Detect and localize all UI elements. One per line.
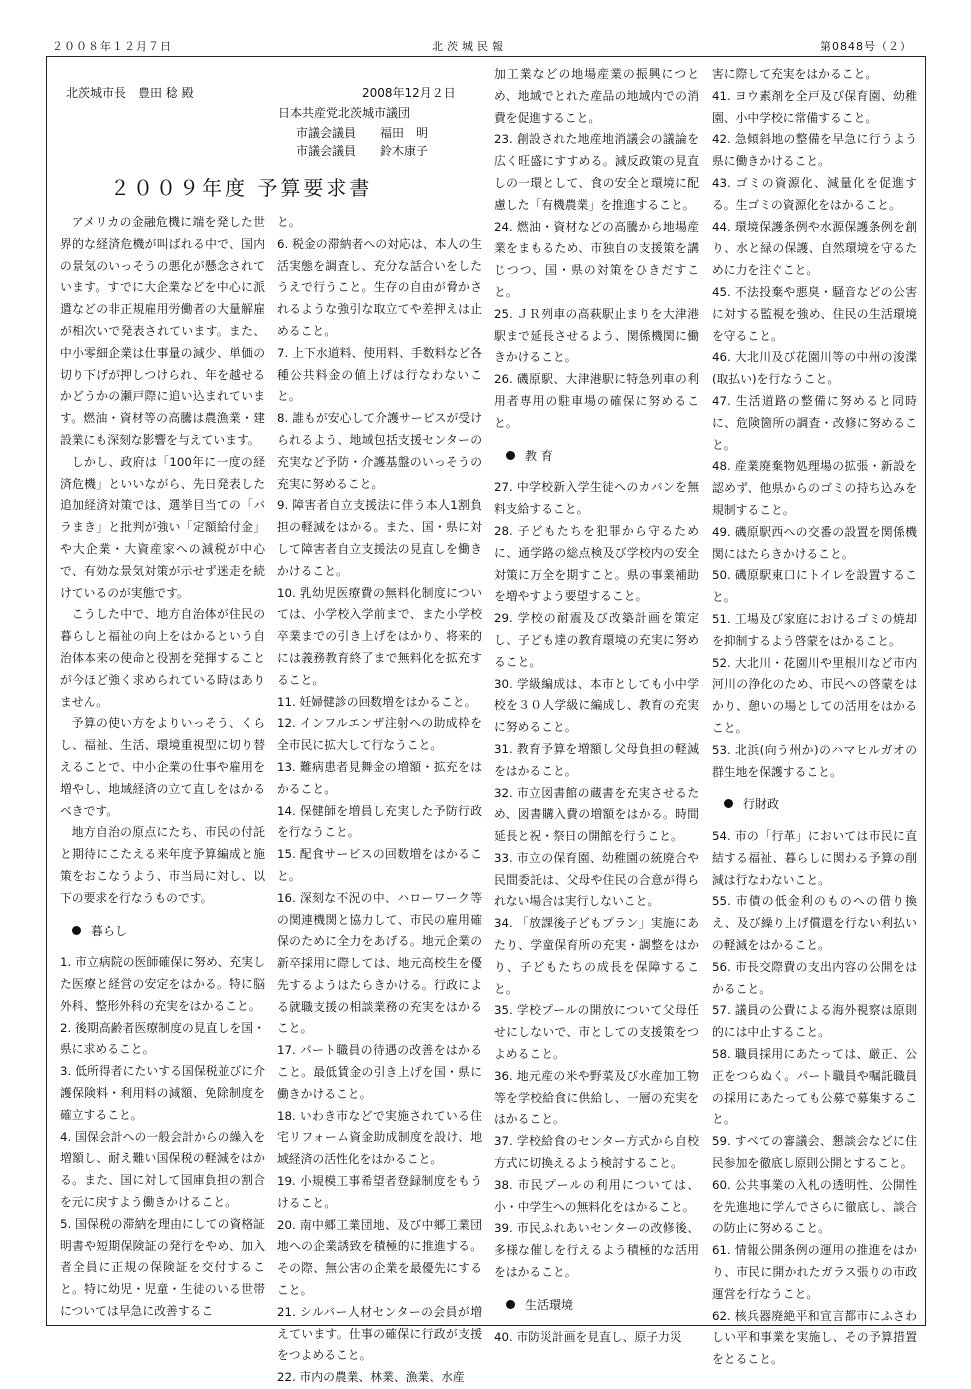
request-item: 44. 環境保護条例や水源保護条例を創り、水と緑の保護、自然環境を守るために力を注ぐこと。	[712, 219, 917, 278]
request-item: 60. 公共事業の入札の透明性、公開性を先進地に学んでさらに徹底し、談合の防止に努めること。	[712, 1177, 917, 1236]
bullet-icon	[724, 799, 733, 808]
request-item: 54. 市の「行革」においては市民に直結する福祉、暮らしに関わる予算の削減は行なわないこと。	[712, 829, 917, 887]
request-item: 31. 教育予算を増額し父母負担の軽減をはかること。	[494, 741, 699, 778]
request-item: 26. 磯原駅、大津港駅に特急列車の利用者専用の駐車場の確保に努めること。	[494, 372, 699, 430]
request-item: 21. シルバー人材センターの会員が増えています。仕事の確保に行政が支援をつよめること。	[277, 1304, 482, 1363]
intro-paragraph: しかし、政府は「100年に一度の経済危機」といいながら、先日発表した追加経済対策では、選挙目当ての「バラまき」と批判が強い「定額給付金」や大企業・大資産家への減税が中心で、有効な景気対策が示せず迷走を続けているのが実態です。	[60, 454, 265, 600]
request-item: と。	[277, 215, 301, 229]
request-item: 8. 誰もが安心して介護サービスが受けられるよう、地域包括支援センターの充実など予防・介護基盤のいっそうの充実に努めること。	[277, 411, 482, 491]
request-item: 32. 市立図書館の蔵書を充実させるため、図書購入費の増額をはかる。時間延長と祝・祭日の開館を行うこと。	[494, 785, 699, 844]
request-item: 36. 地元産の米や野菜及び水産加工物等を学校給食に供給し、一層の充実をはかること。	[494, 1068, 699, 1127]
bullet-icon	[506, 451, 515, 460]
request-item: 20. 南中郷工業団地、及び中郷工業団地への企業誘致を積極的に推進する。その際、無公害の企業を最優先にすること。	[277, 1217, 482, 1298]
intro-paragraph: 予算の使い方をよりいっそう、くらし、福祉、生活、環境重視型に切り替えることで、中小企業の仕事や雇用を増やし、地域経済の立て直しをはかるべきです。	[60, 716, 265, 818]
item-list-col4a	[712, 64, 917, 783]
request-item: 12. インフルエンザ注射への助成枠を全市民に拡大して行なうこと。	[277, 716, 482, 753]
request-item: 58. 職員採用にあたっては、厳正、公正をつらぬく。パート職員や嘱託職員の採用にあたっても公募で募集すること。	[712, 1047, 917, 1127]
request-item: 46. 大北川及び花園川等の中州の浚渫(取払い)を行なうこと。	[712, 350, 917, 387]
bullet-icon	[506, 1300, 515, 1309]
request-item: 13. 難病患者見舞金の増額・拡充をはかること。	[277, 759, 482, 796]
request-item: 28. 子どもたちを犯罪から守るために、通学路の総点検及び学校内の安全対策に万全を期すこと。県の事業補助を増やすよう要望すること。	[494, 523, 699, 604]
header-issue: 第0848号（２）	[820, 40, 912, 53]
column-4	[712, 64, 917, 1371]
intro-paragraph: アメリカの金融危機に端を発した世界的な経済危機が叫ばれる中で、国内の景気のいっそうの悪化が懸念されています。すでに大企業などを中心に派遣などの非正規雇用労働者の大量解雇が相次いで発表されています。また、中小零細企業は仕事量の減少、単価の切り下げが押しつけられ、年を越せるかどうかの瀬戸際に追い込まれています。燃油・資材等の高騰は農漁業・建設業にも深刻な影響を与えています。	[60, 215, 265, 447]
request-item: 3. 低所得者にたいする国保税並びに介護保険料・利用料の減額、免除制度を確立すること。	[60, 1064, 265, 1122]
request-item: 55. 市債の低金利のものへの借り換え、及び繰り上げ償還を行ない利払いの軽減をはかること。	[712, 894, 917, 953]
intro	[60, 212, 265, 910]
request-item: 7. 上下水道料、使用料、手数料など各種公共料金の値上げは行なわないこと。	[277, 345, 482, 404]
request-item: 56. 市長交際費の支出内容の公開をはかること。	[712, 959, 917, 996]
request-item: 10. 乳幼児医療費の無料化制度については、小学校入学前まで、また小学校卒業までの引き上げをはかり、将来的には義務教育終了まで無料化を拡充すること。	[277, 585, 482, 687]
request-item: 50. 磯原駅東口にトイレを設置すること。	[712, 568, 917, 605]
request-item: 41. ヨウ素剤を全戸及び保育園、幼稚園、小中学校に常備すること。	[712, 88, 917, 125]
request-item: 47. 生活道路の整備に努めると同時に、危険箇所の調査・改修に努めること。	[712, 393, 917, 452]
header-date: ２００８年１２月７日	[52, 40, 172, 53]
request-item: 29. 学校の耐震及び改築計画を策定し、子ども達の教育環境の充実に努めること。	[494, 611, 699, 669]
request-item: 62. 核兵器廃絶平和宣言都市にふさわしい平和事業を実施し、その予算措置をとること。	[712, 1308, 917, 1367]
request-item: 38. 市民プールの利用については、小・中学生への無料化をはかること。	[494, 1177, 699, 1214]
column-3	[494, 64, 699, 1348]
item-list-col2	[277, 212, 482, 1389]
request-item: 52. 大北川・花園川や里根川など市内河川の浄化のため、市民への啓蒙をはかり、憩いの場としての活用をはかること。	[712, 655, 917, 735]
request-item: 25. ＪＲ列車の高萩駅止まりを大津港駅まで延長させるよう、関係機関に働きかけること。	[494, 306, 699, 365]
request-item: 51. 工場及び家庭におけるゴミの焼却を抑制するよう啓蒙をはかること。	[712, 611, 917, 648]
request-item: 16. 深刻な不況の中、ハローワーク等の関連機関と協力して、市民の雇用確保のために全力をあげる。地元企業の新卒採用に際しては、地元高校生を優先するようはたらきかける。行政による就職支援の相談業務の充実をはかること。	[277, 890, 482, 1036]
section-heading-gyozaisei: 行財政	[724, 794, 917, 816]
letter-member-1: 市議会議員 福田 明	[296, 126, 429, 140]
item-list-col1	[60, 952, 265, 1323]
request-item: 33. 市立の保育園、幼稚園の統廃合や民間委託は、父母や住民の合意が得られない場合は実行しないこと。	[494, 850, 699, 909]
letter-org: 日本共産党北茨城市議団	[278, 106, 411, 120]
request-item: 35. 学校プールの開放について父母任せにしないで、市としての支援策をつよめること。	[494, 1003, 699, 1062]
request-item: 53. 北浜(向う州か)のハマヒルガオの群生地を保護すること。	[712, 742, 917, 779]
item-list-col3c	[494, 1327, 699, 1349]
request-item: 19. 小規模工事希望者登録制度をもうけること。	[277, 1174, 482, 1210]
request-item: 加工業などの地場産業の振興につとめ、地域でとれた産品の地域内での消費を促進すること。	[494, 67, 699, 125]
request-item: 57. 議員の公費による海外視察は原則的には中止すること。	[712, 1003, 917, 1040]
column-1	[60, 212, 265, 1323]
request-item: 5. 国保税の滞納を理由にしての資格証明書や短期保険証の発行をやめ、加入者全員に正規の保険証を交付すること。特に幼児・児童・生徒のいる世帯については早急に改善するこ	[60, 1216, 265, 1319]
request-item: 22. 市内の農業、林業、漁業、水産	[277, 1370, 465, 1385]
item-list-col4b	[712, 826, 917, 1371]
request-item: 2. 後期高齢者医療制度の見直しを国・県に求めること。	[60, 1020, 265, 1057]
request-item: 40. 市防災計画を見直し、原子力災	[494, 1329, 682, 1344]
bullet-icon	[72, 926, 81, 935]
request-item: 18. いわき市などで実施されている住宅リフォーム資金助成制度を設け、地域経済の活性化をはかること。	[277, 1108, 482, 1167]
item-list-col3b	[494, 477, 699, 1283]
letter-recipient: 北茨城市長 豊田 稔 殿	[66, 86, 194, 100]
request-item: 48. 産業廃棄物処理場の拡張・新設を認めず、他県からのゴミの持ち込みを規制すること。	[712, 459, 917, 517]
request-item: 43. ゴミの資源化、減量化を促進する。生ゴミの資源化をはかること。	[712, 175, 917, 212]
request-item: 1. 市立病院の医師確保に努め、充実した医療と経営の安定をはかる。特に脳外科、整形外科の充実をはかること。	[60, 955, 265, 1013]
intro-paragraph: こうした中で、地方自治体が住民の暮らしと福祉の向上をはかるという自治体本来の使命と役割を発揮することが今ほど強く求められている時はありません。	[60, 607, 265, 709]
request-item: 45. 不法投棄や悪臭・騒音などの公害に対する監視を強め、住民の生活環境を守ること。	[712, 284, 917, 343]
letter-date: 2008年12月２日	[362, 86, 456, 100]
column-2	[277, 212, 482, 1389]
request-item: 61. 情報公開条例の運用の推進をはかり、市民に開かれたガラス張りの市政運営を行なうこと。	[712, 1243, 917, 1301]
intro-paragraph: 地方自治の原点にたち、市民の付託と期待にこたえる来年度予算編成と施策をおこなうよう、市当局に対し、以下の要求を行なうものです。	[60, 825, 265, 905]
request-item: 34. 「放課後子どもプラン」実施にあたり、学童保育所の充実・調整をはかり、子どもたちの成長を保障すること。	[494, 916, 699, 996]
request-item: 42. 急傾斜地の整備を早急に行うよう県に働きかけること。	[712, 132, 917, 169]
request-item: 39. 市民ふれあいセンターの改修後、多様な催しを行えるよう積極的な活用をはかること。	[494, 1221, 699, 1280]
request-item: 23. 創設された地産地消議会の議論を広く旺盛にすすめる。減反政策の見直しの一環として、食の安全と環境に配慮した「有機農業」を推進すること。	[494, 132, 699, 212]
request-item: 害に際して充実をはかること。	[712, 67, 878, 81]
request-item: 24. 燃油・資材などの高騰から地場産業をまもるため、市独自の支援策を講じつつ、国・県の対策をひきだすこと。	[494, 219, 699, 299]
section-heading-kyoiku: 教 育	[506, 446, 699, 468]
section-heading-seikatsu: 生活環境	[506, 1295, 699, 1317]
request-item: 37. 学校給食のセンター方式から自校方式に切換えるよう検討すること。	[494, 1134, 699, 1171]
request-item: 11. 妊婦健診の回数増をはかること。	[277, 694, 477, 709]
section-heading-kurashi: 暮らし	[72, 921, 265, 943]
page-title: ２００９年度 予算要求書	[110, 176, 373, 200]
request-item: 9. 障害者自立支援法に伴う本人1割負担の軽減をはかる。また、国・県に対して障害者自立支援法の見直しを働きかけること。	[277, 498, 482, 578]
letter-member-2: 市議会議員 鈴木康子	[296, 144, 429, 158]
request-item: 14. 保健師を増員し充実した予防行政を行なうこと。	[277, 803, 482, 840]
item-list-col3a	[494, 64, 699, 435]
request-item: 59. すべての審議会、懇談会などに住民参加を徹底し原則公開とすること。	[712, 1134, 917, 1171]
request-item: 17. パート職員の待遇の改善をはかること。最低賃金の引き上げを国・県に働きかけること。	[277, 1043, 482, 1101]
request-item: 49. 磯原駅西への交番の設置を関係機関にはたらきかけること。	[712, 524, 917, 561]
header-paper-name: 北茨城民報	[432, 40, 507, 53]
request-item: 30. 学級編成は、本市としても小中学校を３０人学級に編成し、教育の充実に努めること。	[494, 676, 699, 735]
request-item: 6. 税金の滞納者への対応は、本人の生活実態を調査し、充分な話合いをしたうえで行うこと。生存の自由が脅かされるような強引な取立てや差押えは止めること。	[277, 236, 482, 338]
request-item: 27. 中学校新入学生徒へのカバンを無料支給すること。	[494, 480, 699, 517]
request-item: 15. 配食サービスの回数増をはかること。	[277, 847, 482, 883]
request-item: 4. 国保会計への一般会計からの繰入を増額し、耐え難い国保税の軽減をはかる。また、国に対して国庫負担の割合を元に戻すよう働きかけること。	[60, 1129, 265, 1210]
